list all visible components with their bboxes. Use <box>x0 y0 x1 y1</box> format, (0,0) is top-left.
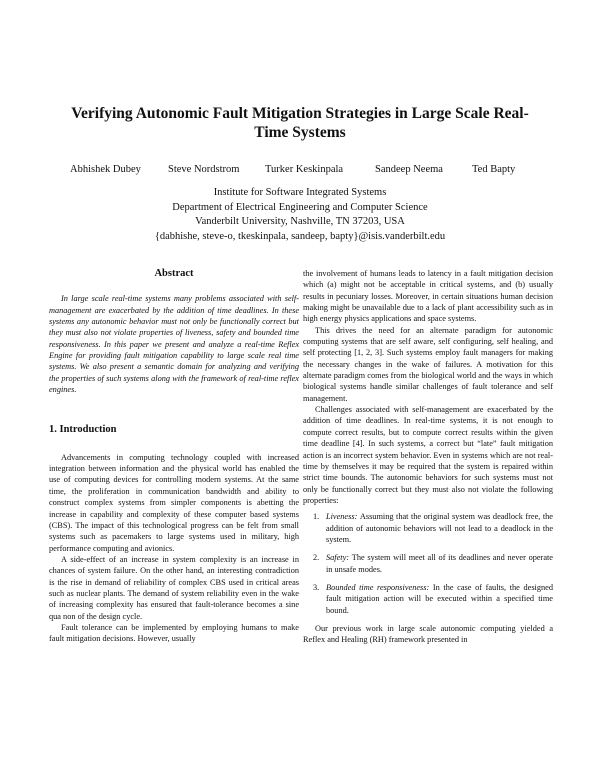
property-text: In the case of faults, the designed fault mitigation action will be executed within a specified time bound. <box>326 582 553 615</box>
paragraph: the involvement of humans leads to latency in a fault mitigation decision which (a) might not be acceptable in critical systems, and (b) usually results in pecuniary losses. Moreover, in certain situations human decision making might be unavailable due to a lack of plant accessibility such as in high energy physics applications and space systems. <box>303 269 553 324</box>
paragraph: Our previous work in large scale autonomic computing yielded a Reflex and Healing (RH) framework presented in <box>303 623 553 645</box>
list-number: 1. <box>313 512 320 522</box>
right-column <box>303 268 553 646</box>
author-name: Sandeep Neema <box>375 164 443 175</box>
list-number: 2. <box>313 553 320 563</box>
affiliation-line: Institute for Software Integrated Systems <box>213 187 387 198</box>
list-number: 3. <box>313 582 320 592</box>
paragraph: Advancements in computing technology coupled with increased integration between information and the physical world has enabled the use of computing devices for controlling modern systems. At the same time, the proliferation in communication bandwidth and ability to construct complex systems from simpler components is abetting the increase in capability and complexity of these computer based systems (CBS). The impact of this technological progress can be felt from small systems such as pacemakers to large systems used in military, high performance computing and avionics. <box>49 452 299 553</box>
email-line: {dabhishe, steve-o, tkeskinpala, sandeep, bapty}@isis.vanderbilt.edu <box>154 230 446 242</box>
paragraph: This drives the need for an alternate paradigm for autonomic computing systems that are self aware, self configuring, self healing, and self protecting [1, 2, 3]. Such systems employ fault managers for making the necessary changes in the wake of failures. A motivation for this alternate paradigm comes from the biological world and the ways in which biological systems handle similar challenges of fault tolerance and self management. <box>303 325 553 403</box>
section-heading-introduction: 1. Introduction <box>49 424 117 436</box>
paragraph: Challenges associated with self-management are exacerbated by the addition of time deadlines. In real-time systems, it is not enough to compute correct results, but to compute correct results within the given time deadline [4]. In such systems, a correct but “late” fault mitigation action is an incorrect system behavior. Even in systems which are not real-time by themselves it may be required that the system is repaired within strict time bounds. The autonomic behaviors for such systems must not only be functionally correct but they must also not violate the following properties: <box>303 405 553 505</box>
paragraph: Fault tolerance can be implemented by employing humans to make fault mitigation decisions. However, usually <box>49 622 299 644</box>
affiliation-line: Vanderbilt University, Nashville, TN 37203, USA <box>195 216 405 227</box>
properties-list <box>303 511 553 616</box>
paragraph: A side-effect of an increase in system complexity is an increase in chances of system failure. On the other hand, an interesting contradiction is the rise in demand of reliability of complex CBS used in critical areas such as nuclear plants. The demand of system reliability even in the wake of increasing complexity has ensured that fault-tolerance becomes a sine qua non of the design cycle. <box>49 554 299 621</box>
left-column <box>49 268 299 645</box>
paper-title: Verifying Autonomic Fault Mitigation Strategies in Large Scale Real-Time Systems <box>71 105 529 141</box>
property-term: Liveness: <box>326 512 360 522</box>
property-text: Assuming that the original system was deadlock free, the addition of autonomic behaviors will not lead to a deadlock in the system. <box>326 512 553 544</box>
abstract-heading: Abstract <box>154 268 194 279</box>
abstract-body: In large scale real-time systems many problems associated with self-management are exacerbated by the addition of time deadlines. In these systems any autonomic behavior must not only be functionally correct but they must also not violate properties of liveness, safety and bounded time responsiveness. In this paper we present and analyze a real-time Reflex Engine for providing fault mitigation capability to large scale real time systems. We also present a semantic domain for analyzing and verifying the properties of such systems along with the framework of real-time reflex engines. <box>49 294 299 395</box>
list-item <box>303 511 553 545</box>
affiliation-block <box>60 186 540 244</box>
list-item <box>303 582 553 616</box>
author-name: Abhishek Dubey <box>70 164 141 175</box>
author-name: Turker Keskinpala <box>265 164 344 175</box>
property-text: The system will meet all of its deadlines and never operate in unsafe modes. <box>326 553 553 574</box>
author-name: Steve Nordstrom <box>168 164 240 175</box>
property-term: Safety: <box>326 553 352 563</box>
property-term: Bounded time responsiveness: <box>326 582 433 592</box>
list-item <box>303 552 553 575</box>
affiliation-line: Department of Electrical Engineering and Computer Science <box>172 201 428 213</box>
author-name: Ted Bapty <box>472 164 516 175</box>
